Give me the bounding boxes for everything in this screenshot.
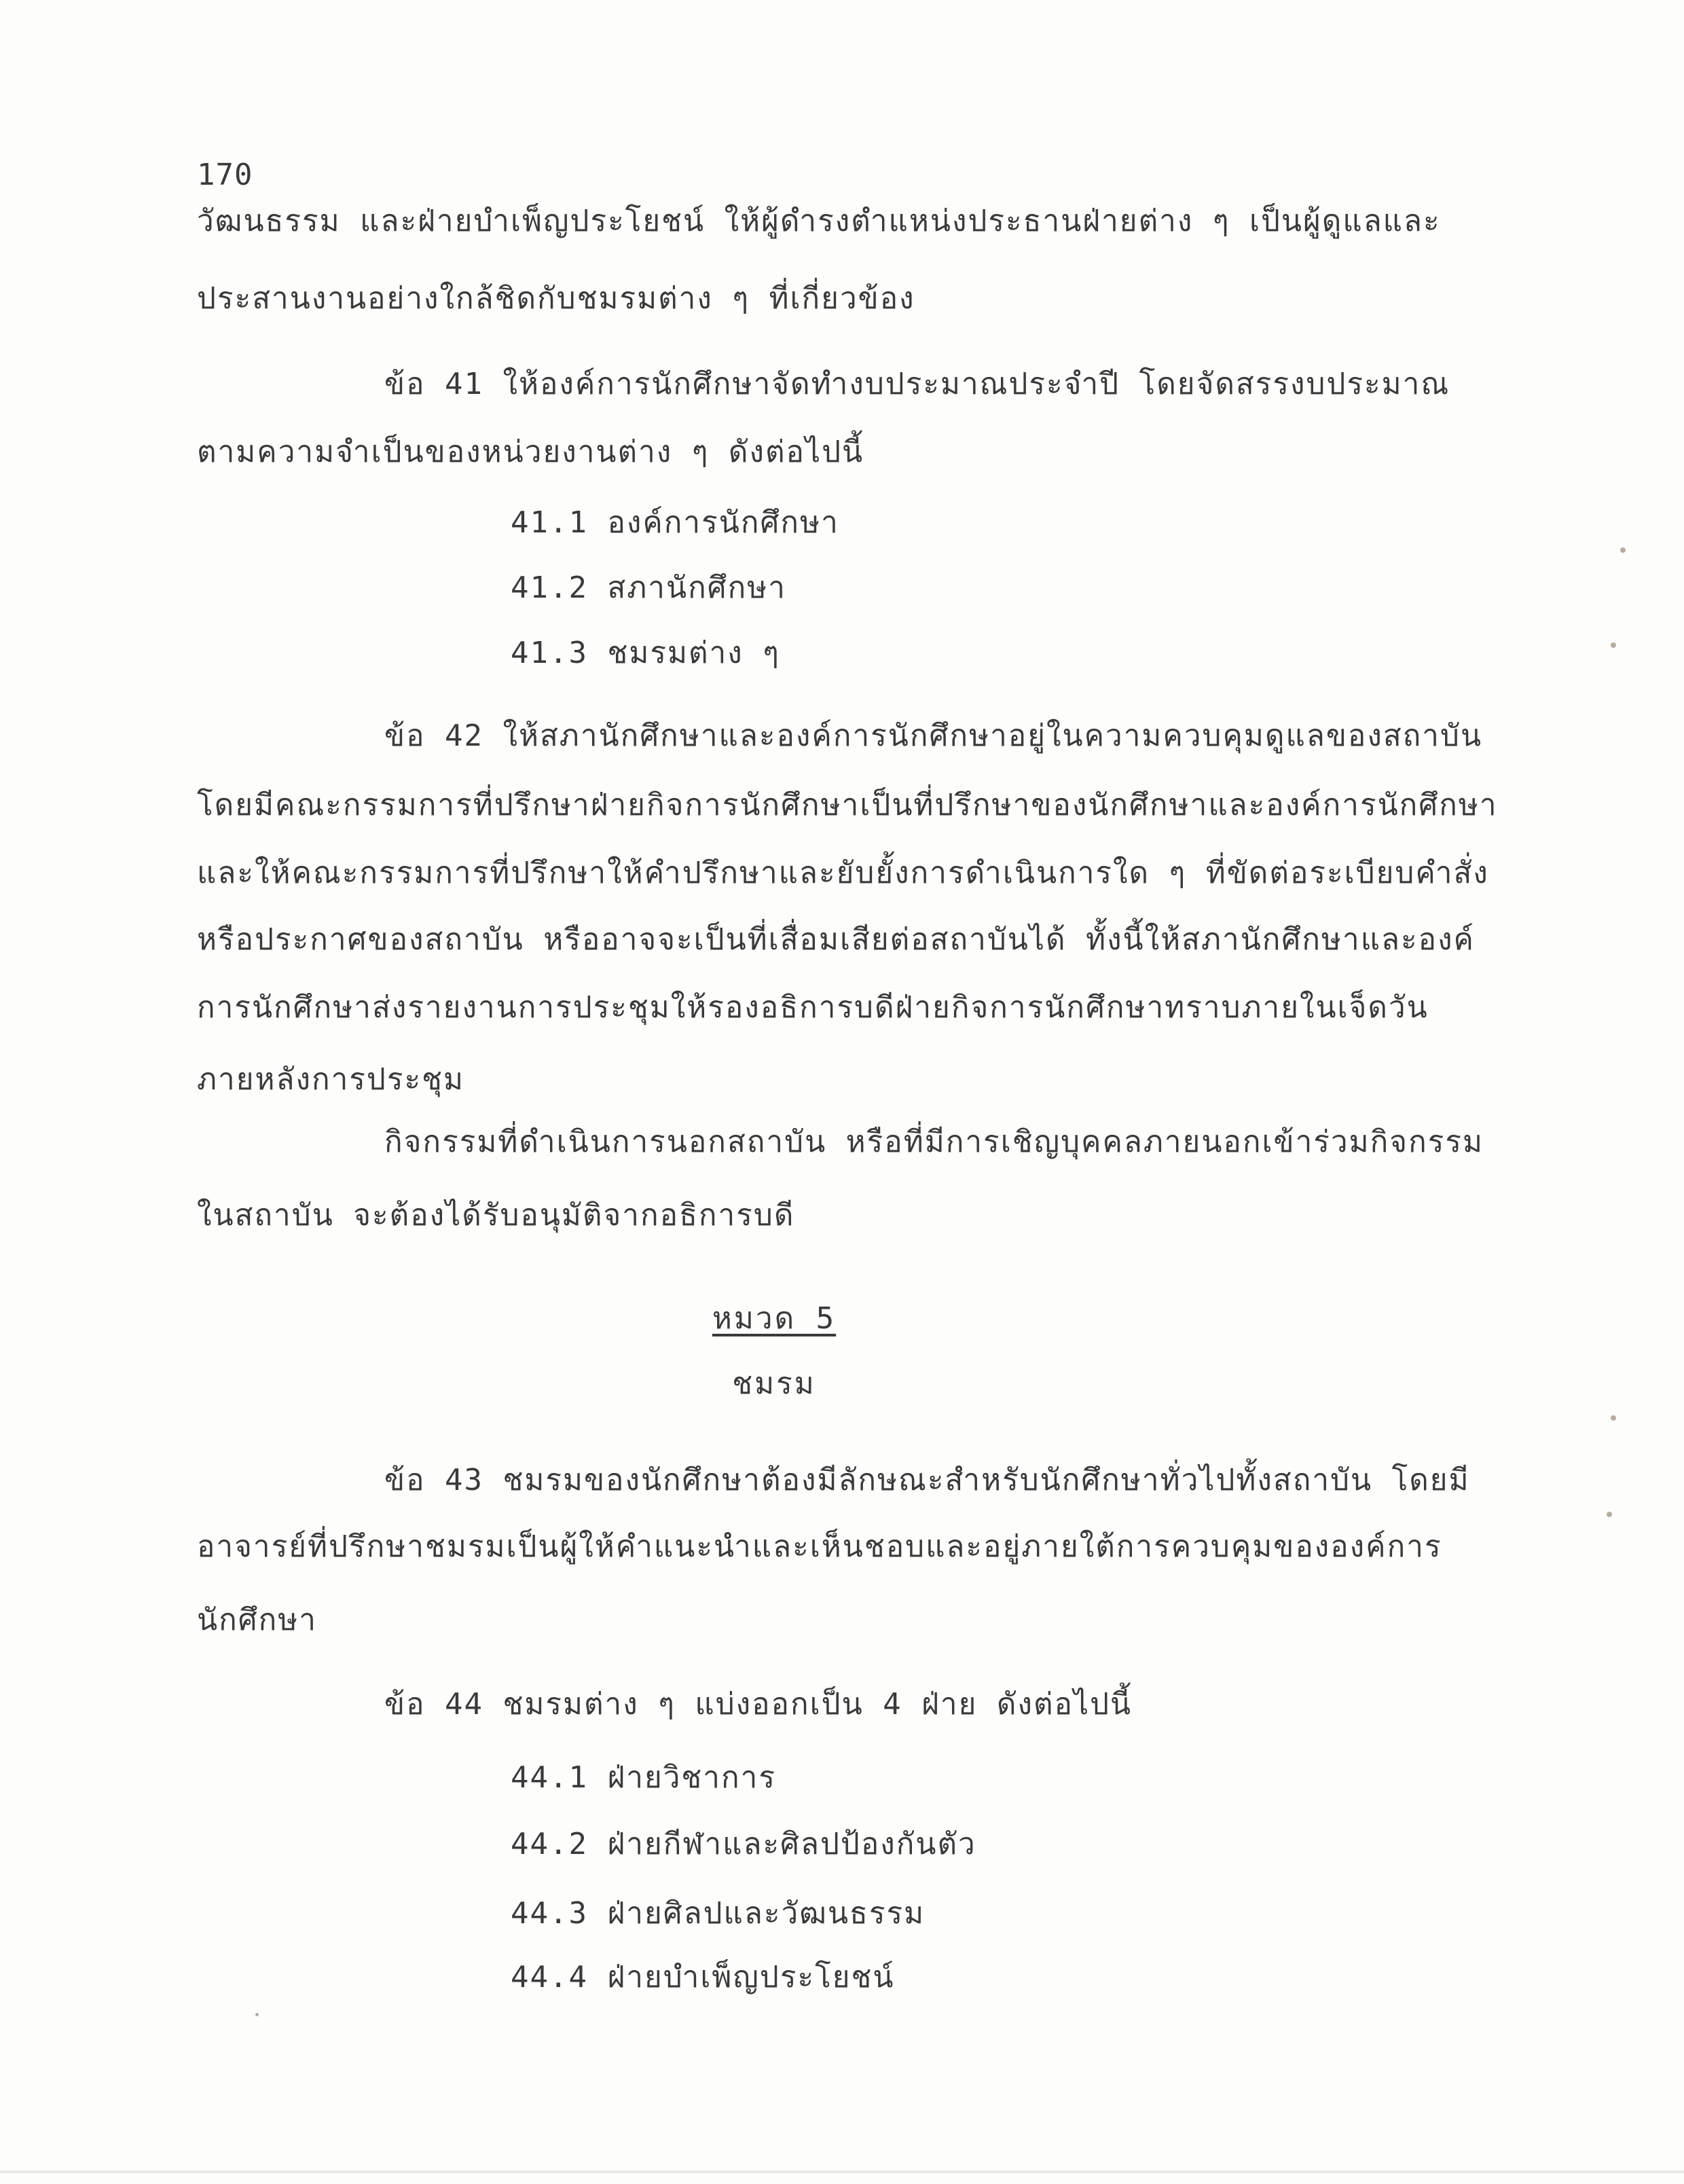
article-41-line-1: ข้อ 41 ให้องค์การนักศึกษาจัดทำงบประมาณประจำปี โดยจัดสรรงบประมาณ <box>384 367 1450 401</box>
chapter-subheading: ชมรม <box>732 1366 816 1401</box>
article-41-item-2: 41.2 สภานักศึกษา <box>511 570 787 605</box>
article-41-item-1: 41.1 องค์การนักศึกษา <box>511 505 839 540</box>
article-42-line-4: หรือประกาศของสถาบัน หรืออาจจะเป็นที่เสื่อมเสียต่อสถาบันได้ ทั้งนี้ให้สภานักศึกษาและองค์ <box>197 922 1475 957</box>
scan-speck <box>1611 1415 1616 1421</box>
article-42-line-6: ภายหลังการประชุม <box>197 1062 464 1097</box>
article-43-line-2: อาจารย์ที่ปรึกษาชมรมเป็นผู้ให้คำแนะนำและเห็นชอบและอยู่ภายใต้การควบคุมขององค์การ <box>197 1529 1442 1564</box>
article-42-line-1: ข้อ 42 ให้สภานักศึกษาและองค์การนักศึกษาอยู่ในความควบคุมดูแลของสถาบัน <box>384 718 1483 753</box>
article-44-item-2: 44.2 ฝ่ายกีฬาและศิลปป้องกันตัว <box>511 1827 976 1861</box>
article-42-line-3: และให้คณะกรรมการที่ปรึกษาให้คำปรึกษาและยับยั้งการดำเนินการใด ๆ ที่ขัดต่อระเบียบคำสั่ง <box>197 856 1489 890</box>
article-44-item-3: 44.3 ฝ่ายศิลปและวัฒนธรรม <box>511 1896 926 1931</box>
scan-speck <box>1611 642 1616 648</box>
chapter-heading: หมวด 5 <box>712 1301 837 1336</box>
activities-line-1: กิจกรรมที่ดำเนินการนอกสถาบัน หรือที่มีการเชิญบุคคลภายนอกเข้าร่วมกิจกรรม <box>384 1125 1484 1159</box>
article-41-line-2: ตามความจำเป็นของหน่วยงานต่าง ๆ ดังต่อไปนี้ <box>197 435 864 469</box>
article-41-item-3: 41.3 ชมรมต่าง ๆ <box>511 636 780 670</box>
page-bottom-edge <box>0 2170 1684 2173</box>
article-44-item-4: 44.4 ฝ่ายบำเพ็ญประโยชน์ <box>511 1960 895 1995</box>
scan-speck <box>1607 1512 1612 1517</box>
scan-speck <box>1620 547 1626 553</box>
article-43-line-3: นักศึกษา <box>197 1603 317 1637</box>
page-number: 170 <box>197 158 253 192</box>
article-42-line-5: การนักศึกษาส่งรายงานการประชุมให้รองอธิการบดีฝ่ายกิจการนักศึกษาทราบภายในเจ็ดวัน <box>197 990 1429 1025</box>
activities-line-2: ในสถาบัน จะต้องได้รับอนุมัติจากอธิการบดี <box>197 1198 795 1233</box>
scan-speck <box>255 2013 259 2016</box>
carry-over-line-1: วัฒนธรรม และฝ่ายบำเพ็ญประโยชน์ ให้ผู้ดำรงตำแหน่งประธานฝ่ายต่าง ๆ เป็นผู้ดูแลและ <box>197 204 1441 238</box>
article-42-line-2: โดยมีคณะกรรมการที่ปรึกษาฝ่ายกิจการนักศึกษาเป็นที่ปรึกษาของนักศึกษาและองค์การนักศึกษา <box>197 788 1498 822</box>
carry-over-line-2: ประสานงานอย่างใกล้ชิดกับชมรมต่าง ๆ ที่เกี่ยวข้อง <box>197 281 915 316</box>
article-44-line-1: ข้อ 44 ชมรมต่าง ๆ แบ่งออกเป็น 4 ฝ่าย ดังต่อไปนี้ <box>384 1687 1133 1722</box>
article-43-line-1: ข้อ 43 ชมรมของนักศึกษาต้องมีลักษณะสำหรับนักศึกษาทั่วไปทั้งสถาบัน โดยมี <box>384 1463 1470 1497</box>
article-44-item-1: 44.1 ฝ่ายวิชาการ <box>511 1760 776 1795</box>
